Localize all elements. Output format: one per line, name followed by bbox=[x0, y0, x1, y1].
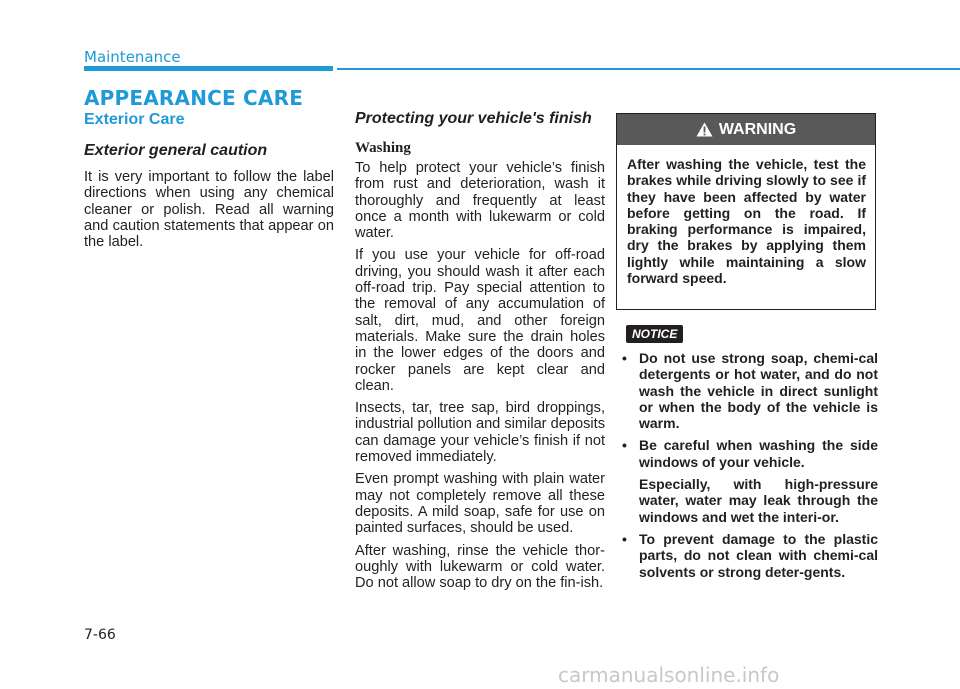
warning-text: After washing the vehicle, test the brakes while driving slowly to see if they have been affected by water before getting on the road. If braking performance is impaired, dry the brakes by applying them lightly while maintaining a slow forward speed. bbox=[627, 156, 866, 287]
column-2 bbox=[355, 110, 605, 591]
list-item bbox=[618, 531, 878, 580]
header-rule-thick bbox=[84, 66, 333, 71]
watermark-link[interactable]: carmanualsonline.info bbox=[558, 663, 780, 687]
warning-header bbox=[617, 114, 875, 145]
notice-badge: NOTICE bbox=[626, 325, 683, 343]
notice-item-text: Do not use strong soap, chemi-cal detergents or hot water, and do not wash the vehicle in direct sunlight or when the body of the vehicle is warm. bbox=[639, 350, 878, 432]
notice-list bbox=[618, 350, 878, 586]
exterior-caution-paragraph: It is very important to follow the label directions when using any chemical cleaner or polish. Read all warning and caution statements that appear on the label. bbox=[84, 169, 334, 251]
notice-item-extra: Especially, with high-pressure water, water may leak through the windows and wet the interi-or. bbox=[639, 476, 878, 525]
page-number: 7-66 bbox=[84, 627, 116, 643]
list-item bbox=[618, 350, 878, 431]
warning-box bbox=[616, 113, 876, 310]
washing-paragraph: After washing, rinse the vehicle thor-oughly with lukewarm or cold water. Do not allow soap to dry on the fin-ish. bbox=[355, 542, 605, 592]
column-1 bbox=[84, 110, 334, 250]
bullet: • bbox=[622, 350, 627, 366]
warning-label: WARNING bbox=[718, 120, 797, 138]
section-label: Maintenance bbox=[84, 48, 181, 66]
washing-paragraph: If you use your vehicle for off-road driving, you should wash it after each off-road trip. Pay special attention to the removal of any accumulation of salt, dirt, mud, and other foreign materials. Make sure the drain holes in the lower edges of the doors and rocker panels are kept clear and clean. bbox=[355, 247, 605, 394]
washing-heading: Washing bbox=[355, 140, 411, 156]
warning-triangle-icon bbox=[696, 122, 713, 137]
exterior-care-heading: Exterior Care bbox=[84, 111, 185, 128]
header-rule-thin bbox=[337, 68, 960, 70]
list-item bbox=[618, 437, 878, 524]
bullet: • bbox=[622, 530, 627, 547]
protecting-finish-subheading: Protecting your vehicle's finish bbox=[355, 110, 592, 127]
chapter-title: APPEARANCE CARE bbox=[84, 86, 304, 110]
notice-item-text: To prevent damage to the plastic parts, do not clean with chemi-cal solvents or strong deter-gents. bbox=[639, 530, 878, 580]
washing-paragraph: To help protect your vehicle’s finish from rust and deterioration, wash it thoroughly and frequently at least once a month with lukewarm or cold water. bbox=[355, 160, 605, 242]
notice-item-text: Be careful when washing the side windows of your vehicle. bbox=[639, 437, 878, 470]
exterior-caution-subheading: Exterior general caution bbox=[84, 142, 268, 159]
bullet: • bbox=[622, 437, 627, 454]
washing-paragraph: Insects, tar, tree sap, bird droppings, industrial pollution and similar deposits can damage your vehicle’s finish if not removed immediately. bbox=[355, 400, 605, 466]
washing-paragraph: Even prompt washing with plain water may not completely remove all these deposits. A mild soap, safe for use on painted surfaces, should be used. bbox=[355, 471, 605, 537]
